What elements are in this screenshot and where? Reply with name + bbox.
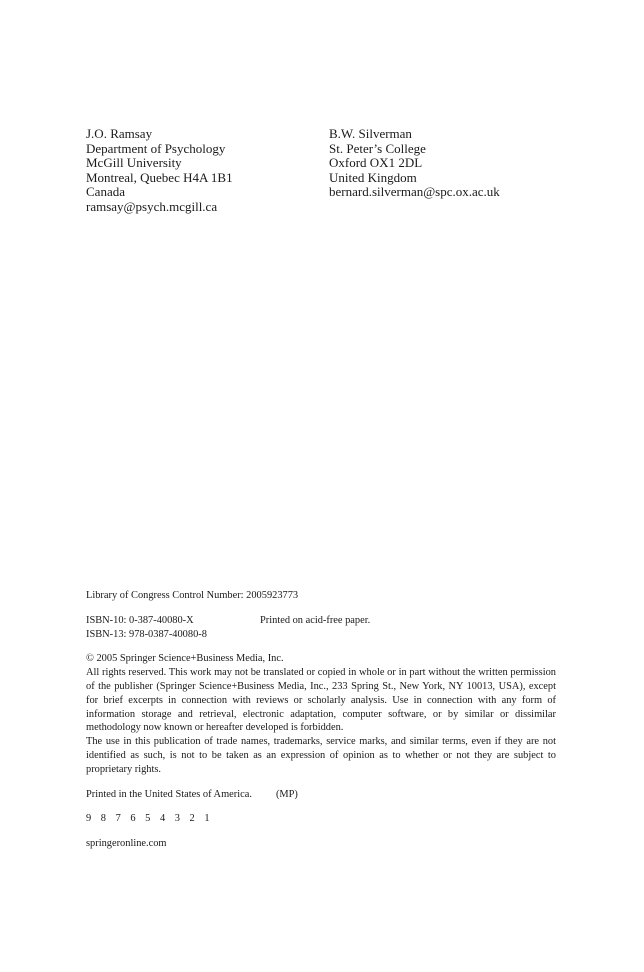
printer-code: (MP): [275, 788, 298, 800]
author-country: United Kingdom: [329, 169, 417, 185]
trademark-statement: The use in this publication of trade names, trademarks, service marks, and similar terms, even if they are not identified as such, is not to be taken as an expression of opinion as to whether or not they are subject to proprietary rights.: [86, 736, 556, 775]
author-ramsay-address: [86, 127, 233, 215]
rights-statement: All rights reserved. This work may not be translated or copied in whole or in part without the written permission of the publisher (Springer Science+Business Media, Inc., 233 Spring St., New York, NY 10013, USA), except for brief excerpts in connection with reviews or scholarly analysis. Use in connection with any form of information storage and retrieval, electronic adaptation, computer software, or by similar or dissimilar methodology now known or hereafter developed is forbidden.: [86, 667, 556, 734]
author-name: J.O. Ramsay: [86, 126, 153, 141]
author-country: Canada: [86, 184, 125, 200]
isbn-13: ISBN-13: 978-0387-40080-8: [86, 628, 207, 640]
author-email: bernard.silverman@spc.ox.ac.uk: [329, 184, 500, 200]
author-institution: McGill University: [86, 155, 182, 171]
author-name: B.W. Silverman: [329, 126, 412, 141]
isbn-row: [86, 614, 556, 628]
author-institution: St. Peter’s College: [329, 140, 426, 156]
isbn-10: ISBN-10: 0-387-40080-X: [86, 614, 194, 626]
copyright-line: © 2005 Springer Science+Business Media, Inc.: [86, 653, 284, 665]
print-line: 9 8 7 6 5 4 3 2 1: [86, 813, 211, 825]
author-city: Oxford OX1 2DL: [329, 155, 423, 171]
copyright-imprint: [86, 589, 556, 851]
printed-in-row: [86, 788, 556, 802]
acid-free-note: Printed on acid-free paper.: [260, 614, 371, 626]
author-department: Department of Psychology: [86, 140, 226, 156]
author-city: Montreal, Quebec H4A 1B1: [86, 169, 233, 185]
publisher-website: springeronline.com: [86, 838, 167, 850]
loc-control-number: Library of Congress Control Number: 2005923773: [86, 590, 299, 601]
author-silverman-address: [329, 127, 500, 200]
printed-in: Printed in the United States of America.: [86, 788, 252, 800]
author-email: ramsay@psych.mcgill.ca: [86, 198, 218, 214]
